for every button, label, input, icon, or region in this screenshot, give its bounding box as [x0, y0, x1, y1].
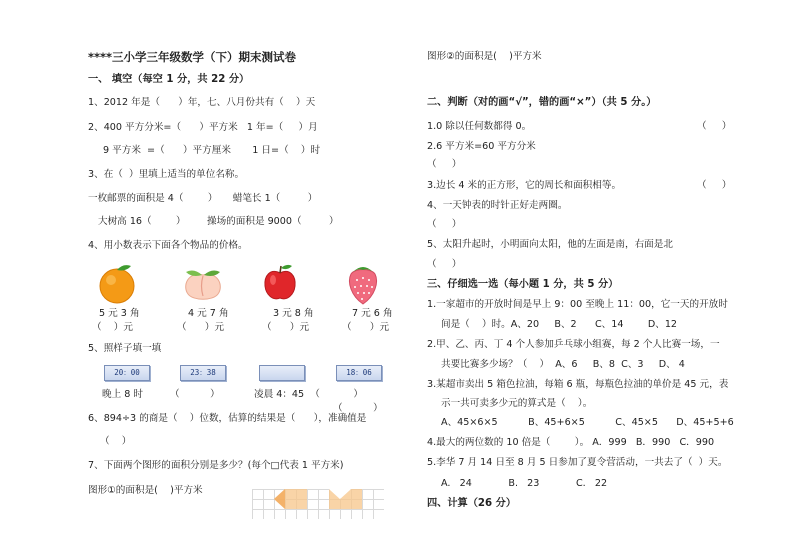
price-blank-apple: （ ）元: [262, 322, 310, 333]
price-blank-strawberry: （ ）元: [342, 322, 390, 333]
choice-1-line-1: 1.一家超市的开放时间是早上 9：00 至晚上 11：00，它一天的开放时: [427, 299, 728, 310]
choice-3-options: A、45×6×5 B、45+6×5 C、45×5 D、45+5+6: [441, 417, 734, 428]
page-title: ****三小学三年级数学（下）期末测试卷: [88, 50, 297, 64]
section-3-header: 三、仔细选一选（每小题 1 分，共 5 分）: [427, 279, 619, 290]
judge-2: 2.6 平方米=60 平方分米: [427, 141, 536, 152]
section-1-header: 一、 填空（每空 1 分，共 22 分）: [88, 74, 250, 85]
question-2-line-1: 2、400 平方分米=（ ）平方米 1 年=（ ）月: [88, 122, 318, 133]
choice-3-line-1: 3.某超市卖出 5 箱色拉油，每箱 6 瓶，每瓶色拉油的单价是 45 元，表: [427, 379, 729, 390]
judge-1-blank: （ ）: [697, 121, 732, 132]
question-5-answer-2: （ ）: [170, 389, 220, 400]
question-6-line-2: （ ）: [100, 436, 132, 447]
price-strawberry: 7 元 6 角: [352, 308, 393, 319]
digital-clock-4: 18：06: [336, 365, 382, 381]
choice-4: 4.最大的两位数的 10 倍是（ ）。 A．999 B．990 C．990: [427, 437, 715, 448]
question-5: 5、照样子填一填: [88, 343, 162, 354]
choice-5: 5.李华 7 月 14 日至 8 月 5 日参加了夏令营活动，一共去了（ ）天。: [427, 457, 728, 468]
judge-5: 5、太阳升起时，小明面向太阳，他的左面是南，右面是北: [427, 239, 673, 250]
question-5-answer-1: 晚上 8 时: [102, 389, 143, 400]
strawberry-icon: [345, 260, 381, 306]
question-5-answer-3: 凌晨 4：45 （ ）: [254, 389, 363, 400]
question-1: 1、2012 年是（ ）年，七、八月份共有（ ）天: [88, 97, 316, 108]
peach-icon: [180, 266, 226, 304]
price-blank-orange: （ ）元: [92, 322, 133, 333]
judge-2-blank: （ ）: [427, 159, 462, 170]
question-3-line-1: 一枚邮票的面积是 4（ ） 蜡笔长 1（ ）: [88, 193, 318, 204]
price-peach: 4 元 7 角: [188, 308, 229, 319]
choice-2-line-1: 2.甲、乙、丙、丁 4 个人参加乒乓球小组赛，每 2 个人比赛一场，一: [427, 339, 720, 350]
judge-4-blank: （ ）: [427, 219, 462, 230]
section-2-header: 二、判断（对的画“√”，错的画“×”）（共 5 分。）: [427, 97, 657, 108]
question-4: 4、用小数表示下面各个物品的价格。: [88, 240, 248, 251]
question-3-line-2: 大树高 16（ ） 操场的面积是 9000（ ）: [98, 216, 339, 227]
choice-5-options: A. 24 B. 23 C. 22: [441, 478, 608, 489]
judge-3-blank: （ ）: [697, 180, 732, 191]
apple-icon: [262, 262, 298, 302]
digital-clock-1: 20：00: [104, 365, 150, 381]
choice-2-line-2: 共要比赛多少场？（ ） A、6 B、8 C、3 D、 4: [441, 359, 685, 370]
price-apple: 3 元 8 角: [273, 308, 314, 319]
area-shapes-figure: [252, 489, 384, 519]
judge-5-blank: （ ）: [427, 259, 462, 270]
question-7-shape-2: 图形②的面积是( )平方米: [427, 51, 542, 62]
question-5-answer-4: （ ）: [333, 403, 383, 414]
price-orange: 5 元 3 角: [99, 308, 140, 319]
judge-4: 4、一天钟表的时针正好走两圈。: [427, 200, 568, 211]
choice-3-line-2: 示一共可卖多少元的算式是（ ）。: [441, 398, 593, 409]
judge-1: 1.0 除以任何数都得 0。: [427, 121, 532, 132]
choice-1-line-2: 间是（ ）时。A、20 B、2 C、14 D、12: [441, 319, 678, 330]
digital-clock-3: [259, 365, 305, 381]
judge-3: 3.边长 4 米的正方形，它的周长和面积相等。: [427, 180, 622, 191]
question-7-shape-1: 图形①的面积是( )平方米: [88, 485, 203, 496]
digital-clock-2: 23：38: [180, 365, 226, 381]
question-6-line-1: 6、894÷3 的商是（ ）位数，估算的结果是（ ），准确值是: [88, 413, 367, 424]
question-3: 3、在（ ）里填上适当的单位名称。: [88, 169, 245, 180]
price-blank-peach: （ ）元: [177, 322, 225, 333]
section-4-header: 四、计算（26 分）: [427, 498, 517, 509]
question-7: 7、下面两个图形的面积分别是多少？(每个□代表 1 平方米): [88, 460, 344, 471]
question-2-line-2: 9 平方米 =（ ）平方厘米 1 日=（ ）时: [103, 145, 321, 156]
orange-icon: [95, 262, 141, 304]
